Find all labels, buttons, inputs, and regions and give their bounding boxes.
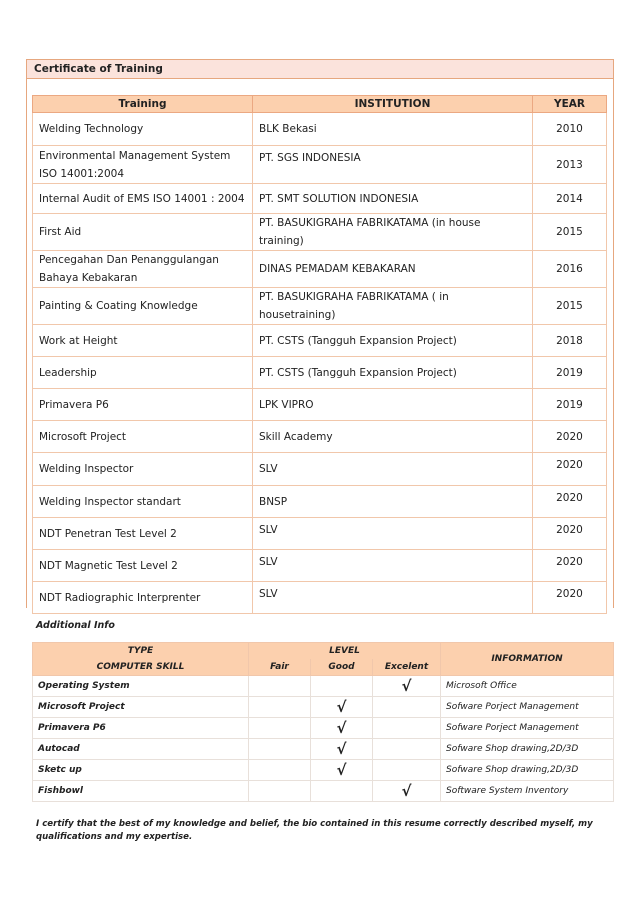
training-name: Environmental Management System ISO 14001:2004 [33,146,253,184]
skill-name: Operating System [33,676,249,697]
table-row [33,421,607,453]
table-row [33,251,607,288]
institution-name: SLV [253,518,533,550]
check-mark-icon: √ [336,761,347,779]
institution-name: SLV [253,550,533,582]
skill-info: Microsoft Office [441,676,614,697]
training-name: NDT Radiographic Interprenter [33,582,253,614]
training-header-row [33,96,607,113]
skills-body [33,676,614,802]
institution-name: PT. CSTS (Tangguh Expansion Project) [253,325,533,357]
header-type: TYPE [33,643,249,660]
training-name: Welding Technology [33,113,253,146]
institution-name: PT. BASUKIGRAHA FABRIKATAMA ( in housetraining) [253,288,533,325]
level-fair-cell [249,781,311,802]
training-year: 2019 [533,389,607,421]
table-row [33,184,607,214]
training-year: 2020 [533,550,607,582]
level-good-cell [311,739,373,760]
training-year: 2020 [533,486,607,518]
level-excelent-cell [373,781,441,802]
skill-info: Software System Inventory [441,781,614,802]
training-year: 2015 [533,214,607,251]
skill-name: Fishbowl [33,781,249,802]
training-year: 2020 [533,421,607,453]
table-row [33,486,607,518]
training-name: Welding Inspector standart [33,486,253,518]
training-table [32,95,607,614]
table-row [33,325,607,357]
training-name: Primavera P6 [33,389,253,421]
skill-name: Sketc up [33,760,249,781]
skill-name: Primavera P6 [33,718,249,739]
training-year: 2020 [533,518,607,550]
header-good: Good [311,659,373,676]
level-good-cell [311,697,373,718]
institution-name: SLV [253,453,533,486]
institution-name: PT. CSTS (Tangguh Expansion Project) [253,357,533,389]
table-row [33,676,614,697]
training-year: 2014 [533,184,607,214]
level-excelent-cell [373,697,441,718]
training-name: NDT Penetran Test Level 2 [33,518,253,550]
check-mark-icon: √ [401,677,412,695]
level-excelent-cell [373,718,441,739]
header-fair: Fair [249,659,311,676]
training-year: 2020 [533,453,607,486]
institution-name: BLK Bekasi [253,113,533,146]
training-year: 2016 [533,251,607,288]
skill-info: Sofware Porject Management [441,718,614,739]
table-row [33,550,607,582]
check-mark-icon: √ [336,719,347,737]
header-institution: INSTITUTION [253,96,533,113]
header-training: Training [33,96,253,113]
check-mark-icon: √ [401,782,412,800]
header-computer-skill: COMPUTER SKILL [33,659,249,676]
institution-name: LPK VIPRO [253,389,533,421]
training-name: Pencegahan Dan Penanggulangan Bahaya Kebakaran [33,251,253,288]
training-name: Leadership [33,357,253,389]
training-name: Welding Inspector [33,453,253,486]
header-information: INFORMATION [441,643,614,676]
institution-name: Skill Academy [253,421,533,453]
table-row [33,113,607,146]
table-row [33,697,614,718]
institution-name: PT. SMT SOLUTION INDONESIA [253,184,533,214]
header-excelent: Excelent [373,659,441,676]
skill-name: Autocad [33,739,249,760]
training-year: 2010 [533,113,607,146]
table-row [33,781,614,802]
level-fair-cell [249,760,311,781]
check-mark-icon: √ [336,740,347,758]
training-year: 2019 [533,357,607,389]
level-good-cell [311,676,373,697]
level-excelent-cell [373,676,441,697]
institution-name: SLV [253,582,533,614]
level-good-cell [311,718,373,739]
training-name: Microsoft Project [33,421,253,453]
level-fair-cell [249,676,311,697]
level-excelent-cell [373,760,441,781]
table-row [33,146,607,184]
training-year: 2015 [533,288,607,325]
training-year: 2013 [533,146,607,184]
level-good-cell [311,760,373,781]
level-fair-cell [249,739,311,760]
institution-name: PT. BASUKIGRAHA FABRIKATAMA (in house training) [253,214,533,251]
check-mark-icon: √ [336,698,347,716]
skill-info: Sofware Porject Management [441,697,614,718]
table-row [33,389,607,421]
table-row [33,214,607,251]
skills-header-row [33,643,614,660]
table-row [33,453,607,486]
table-row [33,760,614,781]
level-fair-cell [249,718,311,739]
header-year: YEAR [533,96,607,113]
table-row [33,288,607,325]
institution-name: BNSP [253,486,533,518]
training-name: NDT Magnetic Test Level 2 [33,550,253,582]
additional-info-title: Additional Info [36,620,115,631]
table-row [33,582,607,614]
level-fair-cell [249,697,311,718]
institution-name: DINAS PEMADAM KEBAKARAN [253,251,533,288]
table-row [33,518,607,550]
training-name: Painting & Coating Knowledge [33,288,253,325]
training-name: Internal Audit of EMS ISO 14001 : 2004 [33,184,253,214]
level-good-cell [311,781,373,802]
certify-statement: I certify that the best of my knowledge and belief, the bio contained in this resume correctly described myself, my qualifications and my expertise. [36,819,593,842]
table-row [33,357,607,389]
skill-info: Sofware Shop drawing,2D/3D [441,760,614,781]
header-level: LEVEL [249,643,441,660]
training-name: Work at Height [33,325,253,357]
skill-info: Sofware Shop drawing,2D/3D [441,739,614,760]
certificate-title: Certificate of Training [26,59,614,79]
skills-table [32,642,614,802]
level-excelent-cell [373,739,441,760]
training-year: 2020 [533,582,607,614]
training-year: 2018 [533,325,607,357]
table-row [33,718,614,739]
table-row [33,739,614,760]
institution-name: PT. SGS INDONESIA [253,146,533,184]
skill-name: Microsoft Project [33,697,249,718]
training-name: First Aid [33,214,253,251]
